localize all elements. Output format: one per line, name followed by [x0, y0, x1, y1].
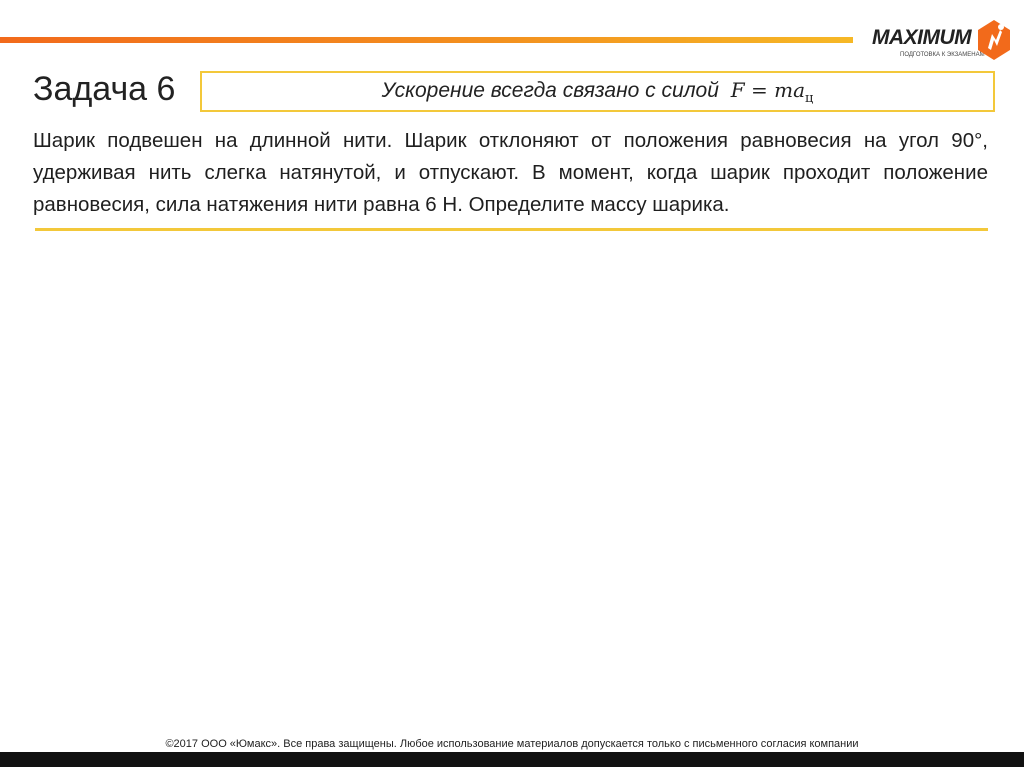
footer-bar — [0, 752, 1024, 767]
hint-label: Ускорение всегда связано с силой — [381, 78, 719, 102]
page-title: Задача 6 — [33, 70, 176, 108]
problem-statement: Шарик подвешен на длинной нити. Шарик отклоняют от положения равновесия на угол 90°, удерживая нить слегка натянутой, и отпускают. В момент, когда шарик проходит положение равновесия, сила натяжения нити равна 6 Н. Определите массу шарика. — [33, 129, 988, 216]
formula-main: F = ma — [730, 77, 805, 102]
maximum-logo — [870, 18, 1010, 68]
footer-copyright: ©2017 ООО «Юмакс». Все права защищены. Любое использование материалов допускается только с письменного согласия компании — [165, 738, 859, 750]
logo-wordmark: MAXIMUM — [872, 26, 972, 49]
hint-formula — [730, 77, 814, 106]
logo-subtitle: ПОДГОТОВКА К ЭКЗАМЕНАМ — [900, 52, 985, 58]
hint-text — [382, 78, 814, 106]
header-accent-bar — [0, 37, 853, 43]
hint-box — [200, 71, 995, 112]
content-divider — [35, 228, 988, 231]
logo-badge-icon — [978, 20, 1010, 60]
formula-subscript: ц — [805, 90, 814, 106]
